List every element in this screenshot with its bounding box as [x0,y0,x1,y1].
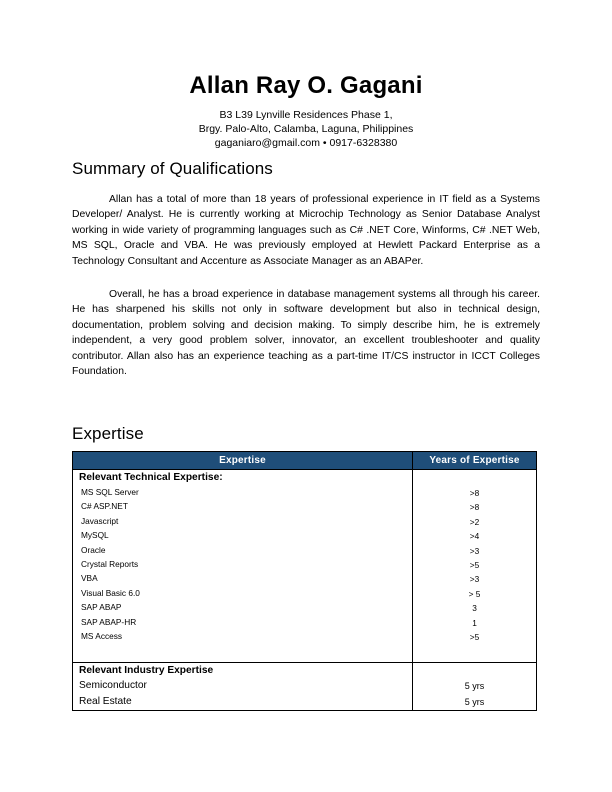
years-value: >5 [469,632,480,643]
expertise-table [72,451,537,711]
years-value: 1 [472,617,477,628]
address-line-1: B3 L39 Lynville Residences Phase 1, [219,108,393,121]
list-item: Real Estate [79,695,132,707]
cell-spacer [73,643,412,661]
list-item: Visual Basic 6.0 [81,587,140,598]
list-item: VBA [81,573,98,584]
years-value: 5 yrs [464,696,485,707]
summary-paragraph-2: Overall, he has a broad experience in database management systems all through his career. He has sharpened his skills not only in software development but also in technical design, documentation, problem solving and decision making. To simply describe him, he is extremely independent, a very good problem solver, innovator, an excellent troubleshooter and quality contributor. Allan also has an experience teaching as a part-time IT/CS instructor in ICCT Colleges Foundation. [72,289,540,378]
years-value: >8 [469,488,480,498]
years-value: >8 [469,502,480,513]
document-header [0,72,612,150]
industry-expertise-years-cell [413,663,537,711]
candidate-name: Allan Ray O. Gagani [189,72,423,99]
section-heading-summary: Summary of Qualifications [72,159,273,178]
list-item: SAP ABAP [81,602,122,613]
list-item: SAP ABAP-HR [81,616,137,627]
years-value: 5 yrs [464,681,485,692]
years-value: >3 [469,574,480,585]
group-title-technical: Relevant Technical Expertise: [79,472,223,483]
list-item: MySQL [81,530,109,541]
list-item: Javascript [81,515,119,526]
list-item: C# ASP.NET [81,501,128,512]
technical-expertise-list-cell [73,470,413,663]
technical-expertise-years-cell [413,470,537,663]
years-value: >5 [469,560,480,571]
list-item: MS Access [81,631,123,642]
column-header-years: Years of Expertise [413,452,537,470]
years-value: >4 [469,531,480,542]
email-phone-line: gaganiaro@gmail.com • 0917-6328380 [214,136,398,149]
years-value: >2 [469,516,480,527]
list-item: Oracle [81,544,106,555]
table-header-row [73,452,537,470]
summary-paragraph-1-block [72,192,540,269]
years-group-spacer [413,663,536,679]
table-row [73,663,537,711]
years-group-spacer [413,470,536,486]
summary-paragraph-2-block [72,287,540,379]
years-value: > 5 [468,588,481,599]
list-item: MS SQL Server [81,487,139,497]
industry-expertise-list-cell [73,663,413,711]
table-row [73,470,537,663]
contact-block [0,108,612,150]
list-item: Crystal Reports [81,559,139,570]
cell-spacer [413,644,536,662]
summary-paragraph-1: Allan has a total of more than 18 years of professional experience in IT field as a Systems Developer/ Analyst. He is currently working at Microchip Technology as Senior Database Analyst working in wide variety of programming languages such as C# .NET Core, Winforms, C# .NET Web, MS SQL, Oracle and VBA. He was previously employed at Hewlett Packard Enterprise as a Technology Consultant and Accenture as Associate Manager as an ABAPer. [72,194,540,267]
years-value: 3 [472,603,477,614]
years-value: >3 [469,545,480,556]
address-line-2: Brgy. Palo-Alto, Calamba, Laguna, Philippines [198,122,414,135]
column-header-expertise: Expertise [73,452,413,470]
list-item: Semiconductor [79,680,147,692]
section-heading-expertise: Expertise [72,424,144,443]
group-title-industry: Relevant Industry Expertise [79,665,214,677]
